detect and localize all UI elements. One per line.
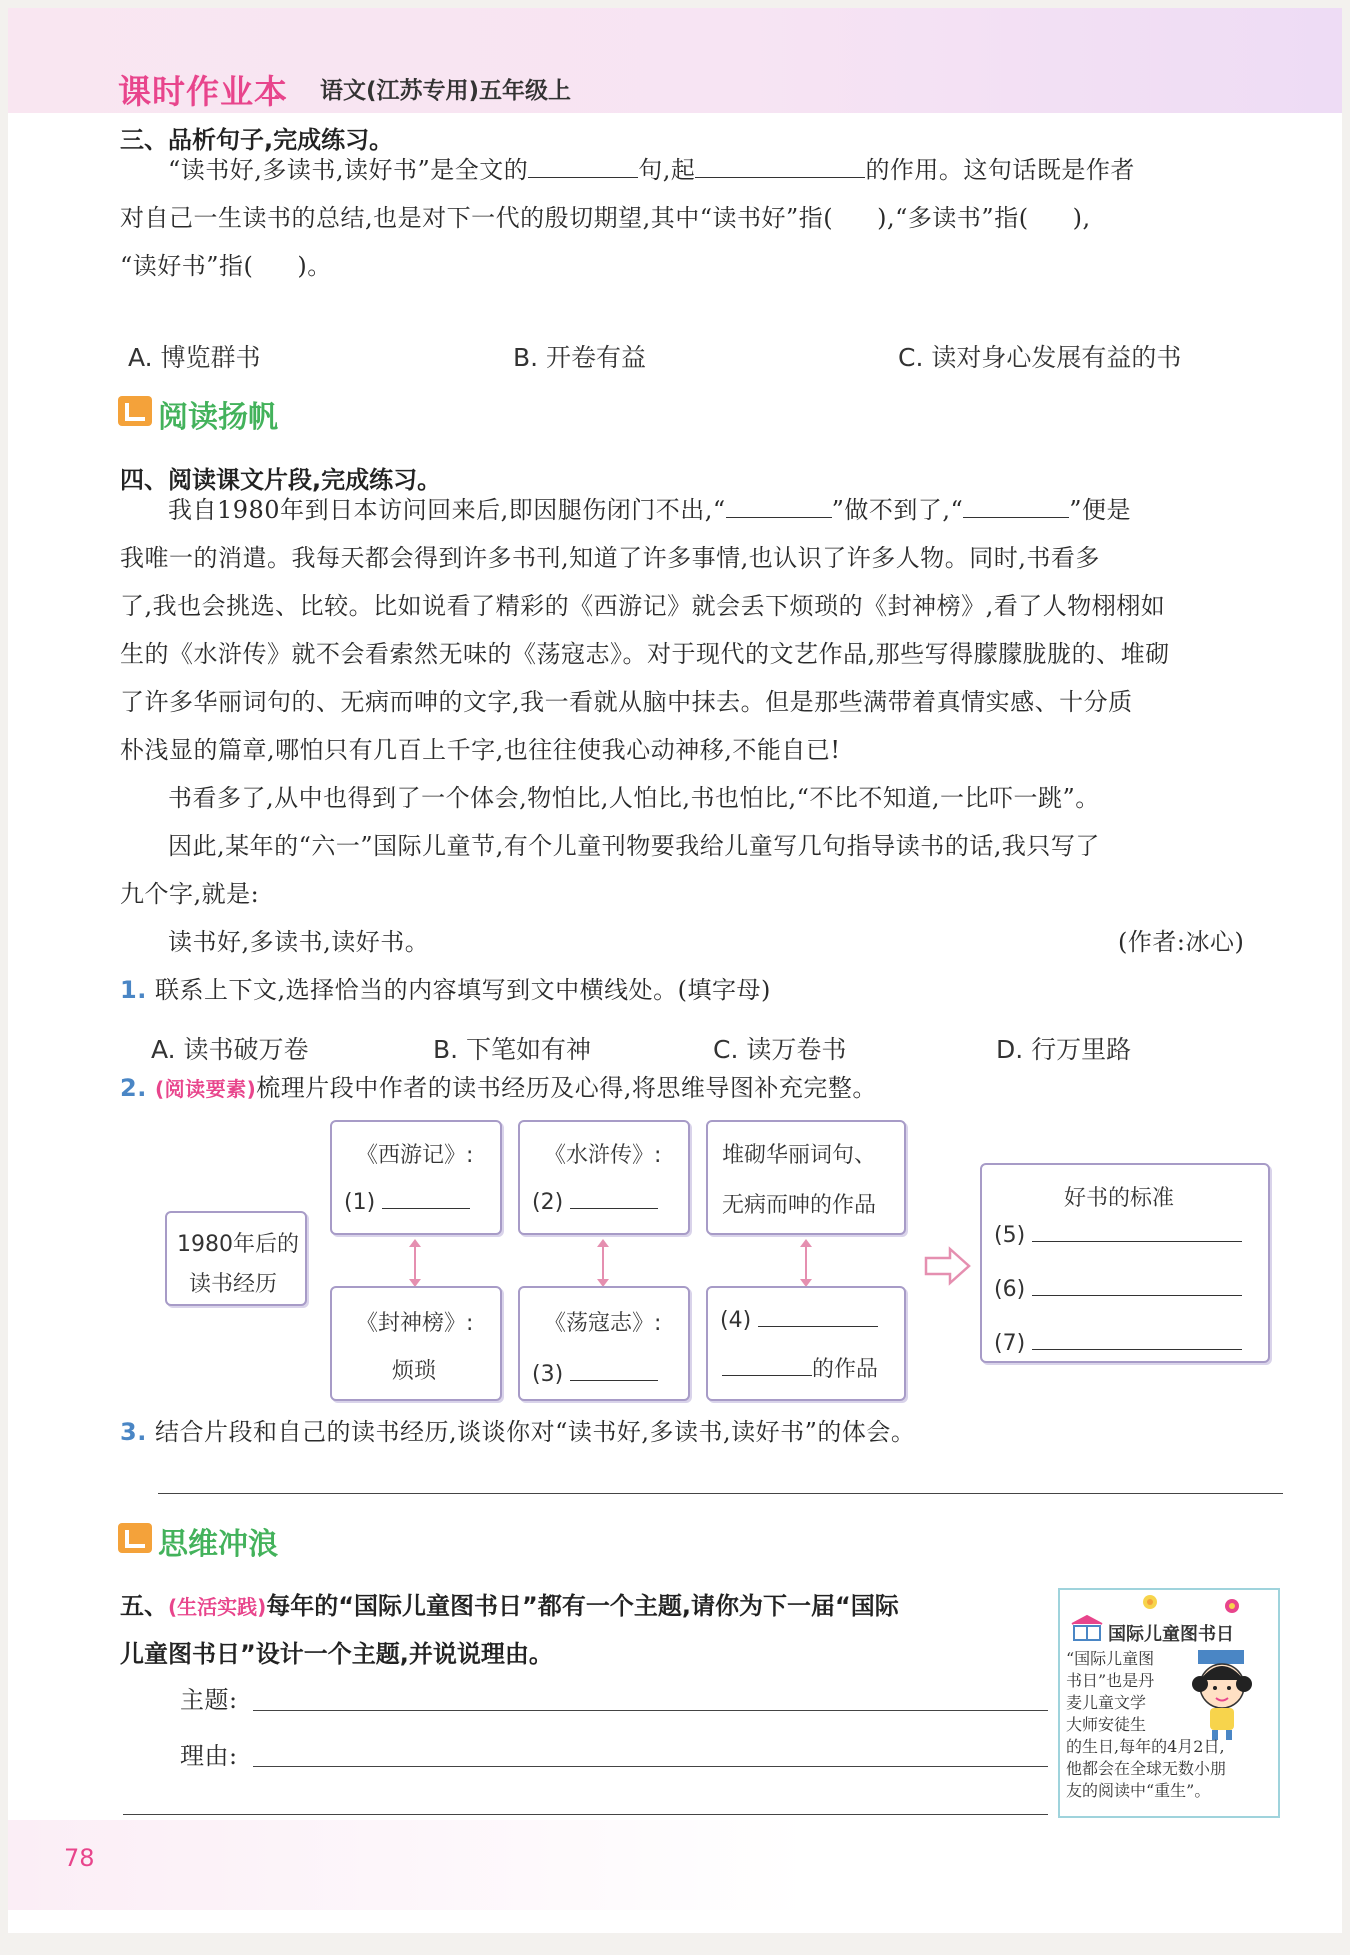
section-title-reading: 阅读扬帆 bbox=[158, 400, 278, 435]
mindmap-sincere-answer bbox=[720, 1306, 878, 1333]
mindmap-fengshen-title: 《封神榜》: bbox=[356, 1311, 474, 1336]
mindmap-root-line1: 1980年后的 bbox=[177, 1232, 299, 1257]
q4-sub1-option-d[interactable]: D. 行万里路 bbox=[996, 1035, 1132, 1064]
mindmap-xiyouji bbox=[330, 1120, 502, 1235]
q4-sub1-option-a[interactable]: A. 读书破万卷 bbox=[151, 1035, 309, 1064]
mindmap-blank-7[interactable] bbox=[1032, 1329, 1242, 1350]
mindmap-shuihu bbox=[518, 1120, 690, 1235]
q4-sub2-tag: (阅读要素) bbox=[154, 1077, 257, 1101]
mindmap-standard-item-6 bbox=[994, 1275, 1242, 1302]
reading-girl-illustration bbox=[1178, 1646, 1268, 1742]
q5-line1 bbox=[120, 1586, 899, 1621]
q5-reason-line[interactable] bbox=[253, 1766, 1048, 1767]
blank-label: (6) bbox=[994, 1277, 1026, 1302]
q4-sub3-answer-line[interactable] bbox=[158, 1493, 1283, 1494]
sidebar-text-4: 大师安徒生 bbox=[1066, 1715, 1147, 1734]
passage-line-1 bbox=[120, 486, 1131, 534]
passage-line-9: 九个字,就是: bbox=[120, 880, 260, 908]
mindmap-tail-text: 的作品 bbox=[812, 1357, 879, 1382]
sidebar-text-3: 麦儿童文学 bbox=[1066, 1693, 1147, 1712]
passage-line-4: 生的《水浒传》就不会看索然无味的《荡寇志》。对于现代的文艺作品,那些写得朦朦胧胧的、堆砌 bbox=[120, 640, 1170, 668]
blank-label: (5) bbox=[994, 1223, 1026, 1248]
q4-sub1-option-b[interactable]: B. 下笔如有神 bbox=[433, 1035, 592, 1064]
mindmap-blank-4b[interactable] bbox=[722, 1355, 812, 1376]
q5-line2: 儿童图书日”设计一个主题,并说说理由。 bbox=[120, 1640, 553, 1668]
passage-line-2: 我唯一的消遣。我每天都会得到许多书刊,知道了许多事情,也认识了许多人物。同时,书看多 bbox=[120, 544, 1100, 572]
passage-text: ”便是 bbox=[1069, 496, 1132, 524]
passage-line-10: 读书好,多读书,读好书。 bbox=[168, 928, 430, 956]
q5-tag: (生活实践) bbox=[168, 1595, 267, 1619]
double-arrow-icon bbox=[414, 1241, 416, 1285]
passage-text: 我自1980年到日本访问回来后,即因腿伤闭门不出,“ bbox=[168, 496, 726, 524]
mindmap-standard-item-5 bbox=[994, 1221, 1242, 1248]
section-title-thinking: 思维冲浪 bbox=[158, 1527, 278, 1562]
mindmap-sincere-tail bbox=[722, 1352, 878, 1383]
passage-line-8: 因此,某年的“六一”国际儿童节,有个儿童刊物要我给儿童写几句指导读书的话,我只写了 bbox=[168, 832, 1100, 860]
double-arrow-icon bbox=[602, 1241, 604, 1285]
q4-sub3 bbox=[120, 1408, 915, 1456]
q3-text: ),“多读书”指( bbox=[877, 204, 1029, 232]
q4-sub2-text: 梳理片段中作者的读书经历及心得,将思维导图补充完整。 bbox=[256, 1074, 877, 1102]
q4-heading: 四、阅读课文片段,完成练习。 bbox=[120, 466, 442, 494]
lightbulb-icon bbox=[118, 1523, 152, 1553]
q4-sub1-option-c[interactable]: C. 读万卷书 bbox=[713, 1035, 847, 1064]
mindmap-shuihu-title: 《水浒传》: bbox=[544, 1143, 662, 1168]
q3-text: 对自己一生读书的总结,也是对下一代的殷切期望,其中“读书好”指( bbox=[120, 204, 834, 232]
sidebar-text-6: 他都会在全球无数小朋 bbox=[1066, 1759, 1227, 1778]
q3-text: 句,起 bbox=[638, 156, 696, 184]
mindmap-root bbox=[165, 1211, 307, 1306]
mindmap-dangkou-title: 《荡寇志》: bbox=[544, 1311, 662, 1336]
mindmap-blank-6[interactable] bbox=[1032, 1275, 1242, 1296]
q3-text: “读书好,多读书,读好书”是全文的 bbox=[168, 156, 529, 184]
mindmap-dangkou-answer bbox=[532, 1360, 658, 1387]
passage-line-5: 了许多华丽词句的、无病而呻的文字,我一看就从脑中抹去。但是那些满带着真情实感、十分质 bbox=[120, 688, 1133, 716]
workbook-page bbox=[8, 8, 1342, 1933]
sidebar-text-7: 友的阅读中“重生”。 bbox=[1066, 1781, 1211, 1800]
blank-label: (7) bbox=[994, 1331, 1026, 1356]
mindmap-good-book-standard bbox=[980, 1163, 1270, 1363]
q5-theme-label: 主题: bbox=[180, 1686, 238, 1714]
sidebar-text-1: “国际儿童图 bbox=[1066, 1649, 1155, 1668]
mindmap-fengshen bbox=[330, 1286, 502, 1401]
footer-band bbox=[8, 1820, 1342, 1910]
q3-blank-1[interactable] bbox=[528, 151, 638, 178]
mindmap-flowery-works bbox=[706, 1120, 906, 1235]
q3-text: ), bbox=[1072, 204, 1091, 232]
q3-line2 bbox=[120, 194, 1091, 242]
passage-blank-1[interactable] bbox=[726, 491, 832, 518]
q5-reason-label: 理由: bbox=[180, 1742, 238, 1770]
mindmap-standard-item-7 bbox=[994, 1329, 1242, 1356]
right-arrow-icon bbox=[924, 1246, 972, 1286]
q5-prefix: 五、 bbox=[120, 1592, 168, 1620]
blank-label: (2) bbox=[532, 1190, 564, 1215]
flower-icon bbox=[1140, 1592, 1160, 1612]
blank-label: (1) bbox=[344, 1190, 376, 1215]
q4-sub1-text: 联系上下文,选择恰当的内容填写到文中横线处。(填字母) bbox=[154, 976, 771, 1004]
mindmap-xiyouji-answer bbox=[344, 1188, 470, 1215]
sidebar-text-2: 书日”也是丹 bbox=[1066, 1671, 1155, 1690]
q5-reason-line-2[interactable] bbox=[123, 1814, 1048, 1815]
q3-option-a[interactable]: A. 博览群书 bbox=[128, 343, 261, 372]
mindmap-fengshen-text: 烦琐 bbox=[392, 1359, 437, 1384]
blank-label: (3) bbox=[532, 1362, 564, 1387]
mindmap-xiyouji-title: 《西游记》: bbox=[356, 1143, 474, 1168]
mindmap-blank-4[interactable] bbox=[758, 1306, 878, 1327]
mindmap-standard-title: 好书的标准 bbox=[1064, 1186, 1175, 1211]
q4-sub1 bbox=[120, 966, 771, 1014]
q3-text: )。 bbox=[297, 252, 332, 280]
mindmap-shuihu-answer bbox=[532, 1188, 658, 1215]
mindmap-blank-2[interactable] bbox=[570, 1188, 658, 1209]
q3-text: “读好书”指( bbox=[120, 252, 254, 280]
sidebar-title: 国际儿童图书日 bbox=[1108, 1624, 1234, 1645]
passage-blank-2[interactable] bbox=[963, 491, 1069, 518]
flower-icon bbox=[1222, 1596, 1242, 1616]
blank-label: (4) bbox=[720, 1308, 752, 1333]
q3-line3 bbox=[120, 242, 332, 290]
q3-option-b[interactable]: B. 开卷有益 bbox=[513, 343, 647, 372]
q5-text-1: 每年的“国际儿童图书日”都有一个主题,请你为下一届“国际 bbox=[266, 1592, 899, 1620]
passage-line-6: 朴浅显的篇章,哪怕只有几百上千字,也往往使我心动神移,不能自已! bbox=[120, 736, 841, 764]
book-stack-icon bbox=[1070, 1612, 1104, 1644]
mindmap-blank-3[interactable] bbox=[570, 1360, 658, 1381]
mindmap-root-line2: 读书经历 bbox=[189, 1272, 278, 1297]
q3-blank-2[interactable] bbox=[695, 151, 865, 178]
passage-author: (作者:冰心) bbox=[1118, 928, 1245, 956]
mindmap-blank-1[interactable] bbox=[382, 1188, 470, 1209]
q3-option-c[interactable]: C. 读对身心发展有益的书 bbox=[898, 343, 1182, 372]
q3-heading: 三、品析句子,完成练习。 bbox=[120, 126, 394, 154]
passage-text: ”做不到了,“ bbox=[831, 496, 964, 524]
mindmap-flowery-line2: 无病而呻的作品 bbox=[722, 1193, 877, 1218]
q3-line1 bbox=[120, 146, 1135, 194]
q4-sub2-number: 2. bbox=[120, 1074, 147, 1102]
passage-line-7: 书看多了,从中也得到了一个体会,物怕比,人怕比,书也怕比,“不比不知道,一比吓一跳”。 bbox=[168, 784, 1100, 812]
q4-sub3-text: 结合片段和自己的读书经历,谈谈你对“读书好,多读书,读好书”的体会。 bbox=[154, 1418, 916, 1446]
q4-sub1-number: 1. bbox=[120, 976, 147, 1004]
q5-theme-line[interactable] bbox=[253, 1710, 1048, 1711]
q3-text: 的作用。这句话既是作者 bbox=[865, 156, 1135, 184]
mindmap-sincere-works bbox=[706, 1286, 906, 1401]
double-arrow-icon bbox=[805, 1241, 807, 1285]
subject-title: 语文(江苏专用)五年级上 bbox=[320, 78, 572, 104]
page-number: 78 bbox=[64, 1844, 95, 1872]
passage-line-3: 了,我也会挑选、比较。比如说看了精彩的《西游记》就会丢下烦琐的《封神榜》,看了人物栩栩如 bbox=[120, 592, 1166, 620]
sidebar-note bbox=[1058, 1588, 1280, 1818]
sidebar-text-5: 的生日,每年的4月2日, bbox=[1066, 1737, 1225, 1756]
q4-sub2 bbox=[120, 1064, 877, 1113]
mindmap-flowery-line1: 堆砌华丽词句、 bbox=[722, 1143, 877, 1168]
brand-title: 课时作业本 bbox=[118, 72, 288, 111]
q4-sub3-number: 3. bbox=[120, 1418, 147, 1446]
mindmap-blank-5[interactable] bbox=[1032, 1221, 1242, 1242]
mindmap-dangkou bbox=[518, 1286, 690, 1401]
book-icon bbox=[118, 396, 152, 426]
